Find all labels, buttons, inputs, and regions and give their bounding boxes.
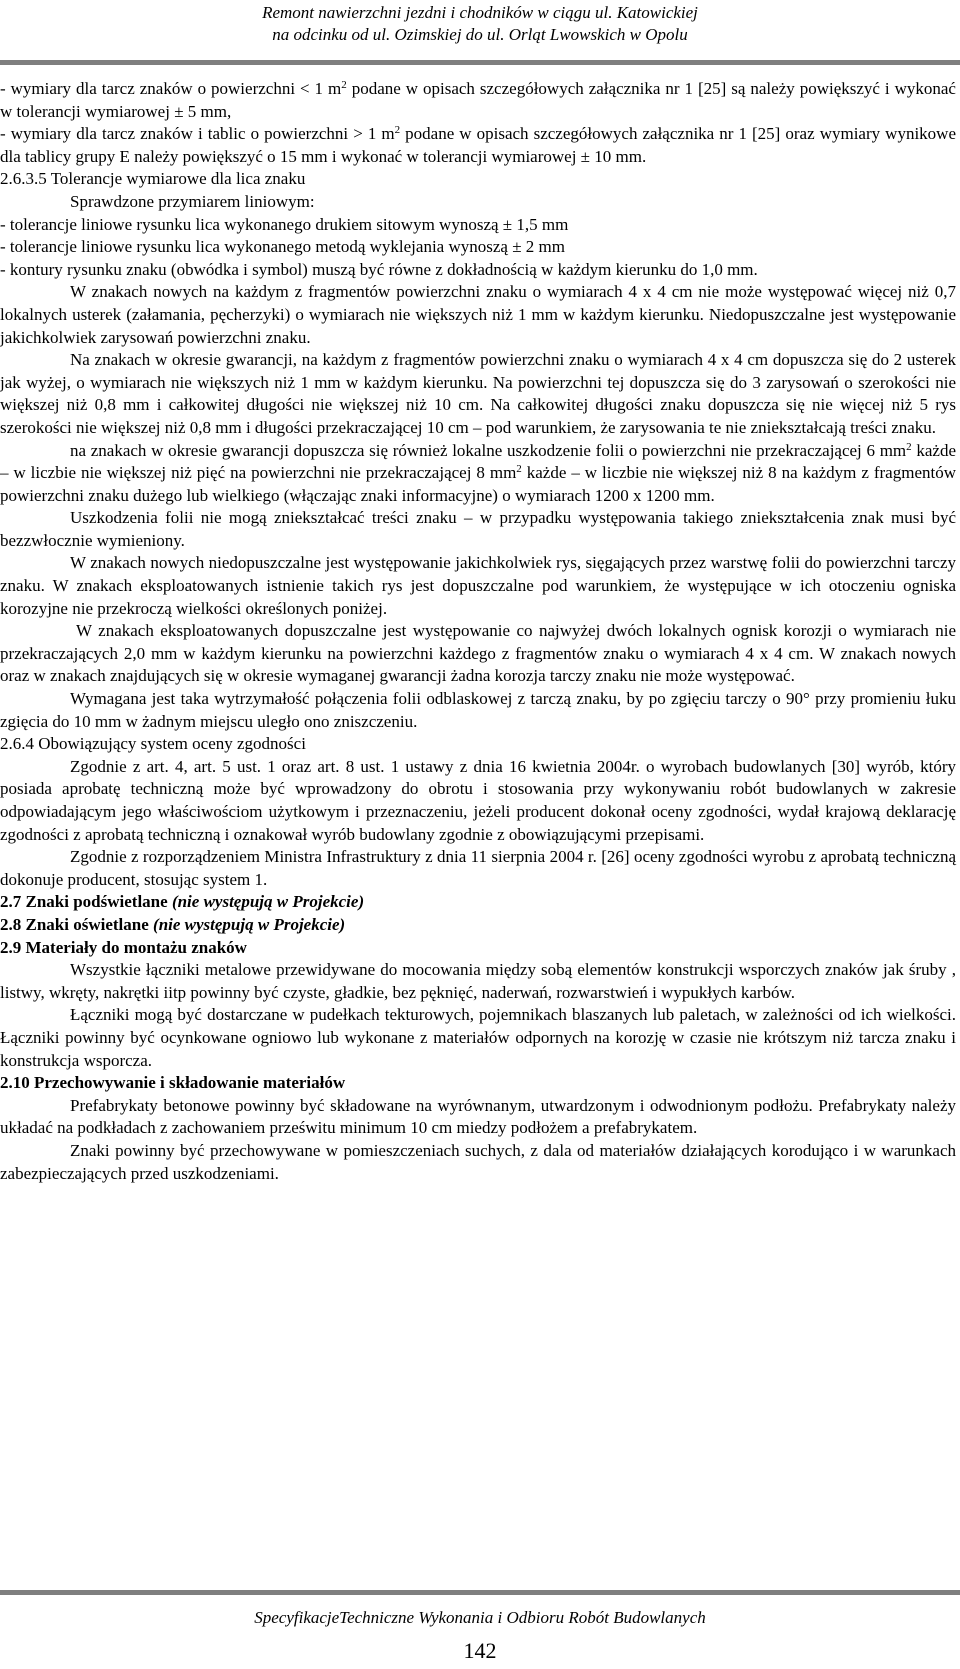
footer-rule: [0, 1590, 960, 1595]
paragraph: na znakach w okresie gwarancji dopuszcza się również lokalne uszkodzenie folii o powierzchni nie przekraczającej 6 $mm^2$ każde – w liczbie nie większej niż pięć na powierzchni nie przekraczającej 8 $mm^2$ każde – w liczbie nie większej niż 8 na każdym z fragmentów powierzchni znaku dużego lub wielkiego (włączając znaki informacyjne) o wymiarach 1200 x 1200 mm.: [0, 440, 956, 505]
paragraph: Zgodnie z art. 4, art. 5 ust. 1 oraz art. 8 ust. 1 ustawy z dnia 16 kwietnia 2004r. o wyrobach budowlanych [30] wyrób, który posiada aprobatę techniczną może być wprowadzony do obrotu i stosowania przy wykonywaniu robót budowlanych w zakresie odpowiadającym jego właściwościom użytkowym i przeznaczeniu, jeżeli producent dokonał oceny zgodności, wydał krajową deklarację zgodności z aprobatą techniczną i oznakował wyrób budowlany zgodnie z obowiązującymi przepisami.: [0, 756, 956, 844]
footer-title: SpecyfikacjeTechniczne Wykonania i Odbioru Robót Budowlanych: [254, 1608, 706, 1627]
section-heading-2-7: 2.7 Znaki podświetlane (nie występują w Projekcie): [0, 892, 365, 912]
list-item: - tolerancje liniowe rysunku lica wykonanego metodą wyklejania wynoszą ± 2 mm: [0, 237, 565, 257]
paragraph: Łączniki mogą być dostarczane w pudełkach tekturowych, pojemnikach blaszanych lub paletach, w zależności od ich wielkości. Łączniki powinny być ocynkowane ogniowo lub wykonane z materiałów odpornych na korozję w czasie nie krótszym niż tarcza znaku i konstrukcja wsporcza.: [0, 1005, 956, 1070]
paragraph: - wymiary dla tarcz znaków o powierzchni < 1 $m^2$ podane w opisach szczegółowych załącznika nr 1 [25] są należy powiększyć i wykonać w tolerancji wymiarowej ± 5 mm,: [0, 79, 956, 121]
paragraph: Znaki powinny być przechowywane w pomieszczeniach suchych, z dala od materiałów działających korodująco i w warunkach zabezpieczających przed uszkodzeniami.: [0, 1140, 956, 1183]
section-heading-2-10: 2.10 Przechowywanie i składowanie materiałów: [0, 1073, 346, 1093]
paragraph: Prefabrykaty betonowe powinny być składowane na wyrównanym, utwardzonym i odwodnionym podłożu. Prefabrykaty należy układać na podkładach z zachowaniem prześwitu minimum 10 cm miedzy podłożem a prefabrykatem.: [0, 1095, 956, 1138]
paragraph: W znakach nowych niedopuszczalne jest występowanie jakichkolwiek rys, sięgających przez warstwę folii do powierzchni tarczy znaku. W znakach eksploatowanych istnienie takich rys jest dopuszczalne pod warunkiem, że występujące w ich otoczeniu ogniska korozyjne nie przekroczą wielkości określonych poniżej.: [0, 553, 956, 618]
page-number: 142: [463, 1638, 497, 1663]
section-heading-2-9: 2.9 Materiały do montażu znaków: [0, 937, 247, 957]
header-line-2: na odcinku od ul. Ozimskiej do ul. Orląt Lwowskich w Opolu: [272, 25, 688, 44]
paragraph: Sprawdzone przymiarem liniowym:: [70, 191, 315, 211]
paragraph: W znakach nowych na każdym z fragmentów powierzchni znaku o wymiarach 4 x 4 cm nie może występować więcej niż 0,7 lokalnych usterek (załamania, pęcherzyki) o wymiarach nie większych niż 1 mm w każdym kierunku. Niedopuszczalne jest występowanie jakichkolwiek zarysowań powierzchni znaku.: [0, 282, 956, 347]
header-line-1: Remont nawierzchni jezdni i chodników w ciągu ul. Katowickiej: [262, 3, 698, 22]
paragraph: Zgodnie z rozporządzeniem Ministra Infrastruktury z dnia 11 sierpnia 2004 r. [26] oceny zgodności wyrobu z aprobatą techniczną dokonuje producent, stosując system 1.: [0, 847, 956, 889]
section-heading-2-6-4: 2.6.4 Obowiązujący system oceny zgodności: [0, 734, 306, 754]
paragraph: Wymagana jest taka wytrzymałość połączenia folii odblaskowej z tarczą znaku, by po zgięciu tarczy o 90° przy promieniu łuku zgięcia do 10 mm w żadnym miejscu uległo ono zniszczeniu.: [0, 689, 956, 731]
list-item: - kontury rysunku znaku (obwódka i symbol) muszą być równe z dokładnością w każdym kierunku do 1,0 mm.: [0, 259, 758, 279]
section-heading-2-8: 2.8 Znaki oświetlane (nie występują w Projekcie): [0, 914, 346, 934]
paragraph: W znakach eksploatowanych dopuszczalne jest występowanie co najwyżej dwóch lokalnych ognisk korozji o wymiarach nie przekraczających 2,0 mm w każdym kierunku na powierzchni każdego z fragmentów znaku o wymiarach 4 x 4 cm. W znakach nowych oraz w znakach znajdujących się w okresie wymaganej gwarancji żadna korozja tarczy znaku nie może występować.: [0, 621, 956, 686]
paragraph: - wymiary dla tarcz znaków i tablic o powierzchni > 1 $m^2$ podane w opisach szczegółowych załącznika nr 1 [25] oraz wymiary wynikowe dla tablicy grupy E należy powiększyć o 15 mm i wykonać w tolerancji wymiarowej ± 10 mm.: [0, 124, 956, 166]
section-heading-2-6-3-5: 2.6.3.5 Tolerancje wymiarowe dla lica znaku: [0, 169, 306, 189]
paragraph: Na znakach w okresie gwarancji, na każdym z fragmentów powierzchni znaku o wymiarach 4 x 4 cm dopuszcza się do 2 usterek jak wyżej, o wymiarach nie większych niż 1 mm w każdym kierunku. Na powierzchni tej dopuszcza się do 3 zarysowań o szerokości nie większej niż 0,8 mm i całkowitej długości nie większej niż 10 cm. Na całkowitej długości znaku dopuszcza się nie więcej niż 5 rys szerokości nie większej niż 0,8 mm i długości przekraczającej 10 cm – pod warunkiem, że zarysowania te nie zniekształcają treści znaku.: [0, 350, 956, 437]
paragraph: Wszystkie łączniki metalowe przewidywane do mocowania między sobą elementów konstrukcji wsporczych znaków jak śruby , listwy, wkręty, nakrętki iitp powinny być czyste, gładkie, bez pęknięć, naderwań, rozwarstwień i wypukłych karbów.: [0, 960, 956, 1002]
header-rule: [0, 60, 960, 65]
document-body: [0, 78, 956, 1185]
list-item: - tolerancje liniowe rysunku lica wykonanego drukiem sitowym wynoszą ± 1,5 mm: [0, 214, 569, 234]
paragraph: Uszkodzenia folii nie mogą zniekształcać treści znaku – w przypadku występowania takiego zniekształcenia znak musi być bezzwłocznie wymieniony.: [0, 508, 956, 550]
